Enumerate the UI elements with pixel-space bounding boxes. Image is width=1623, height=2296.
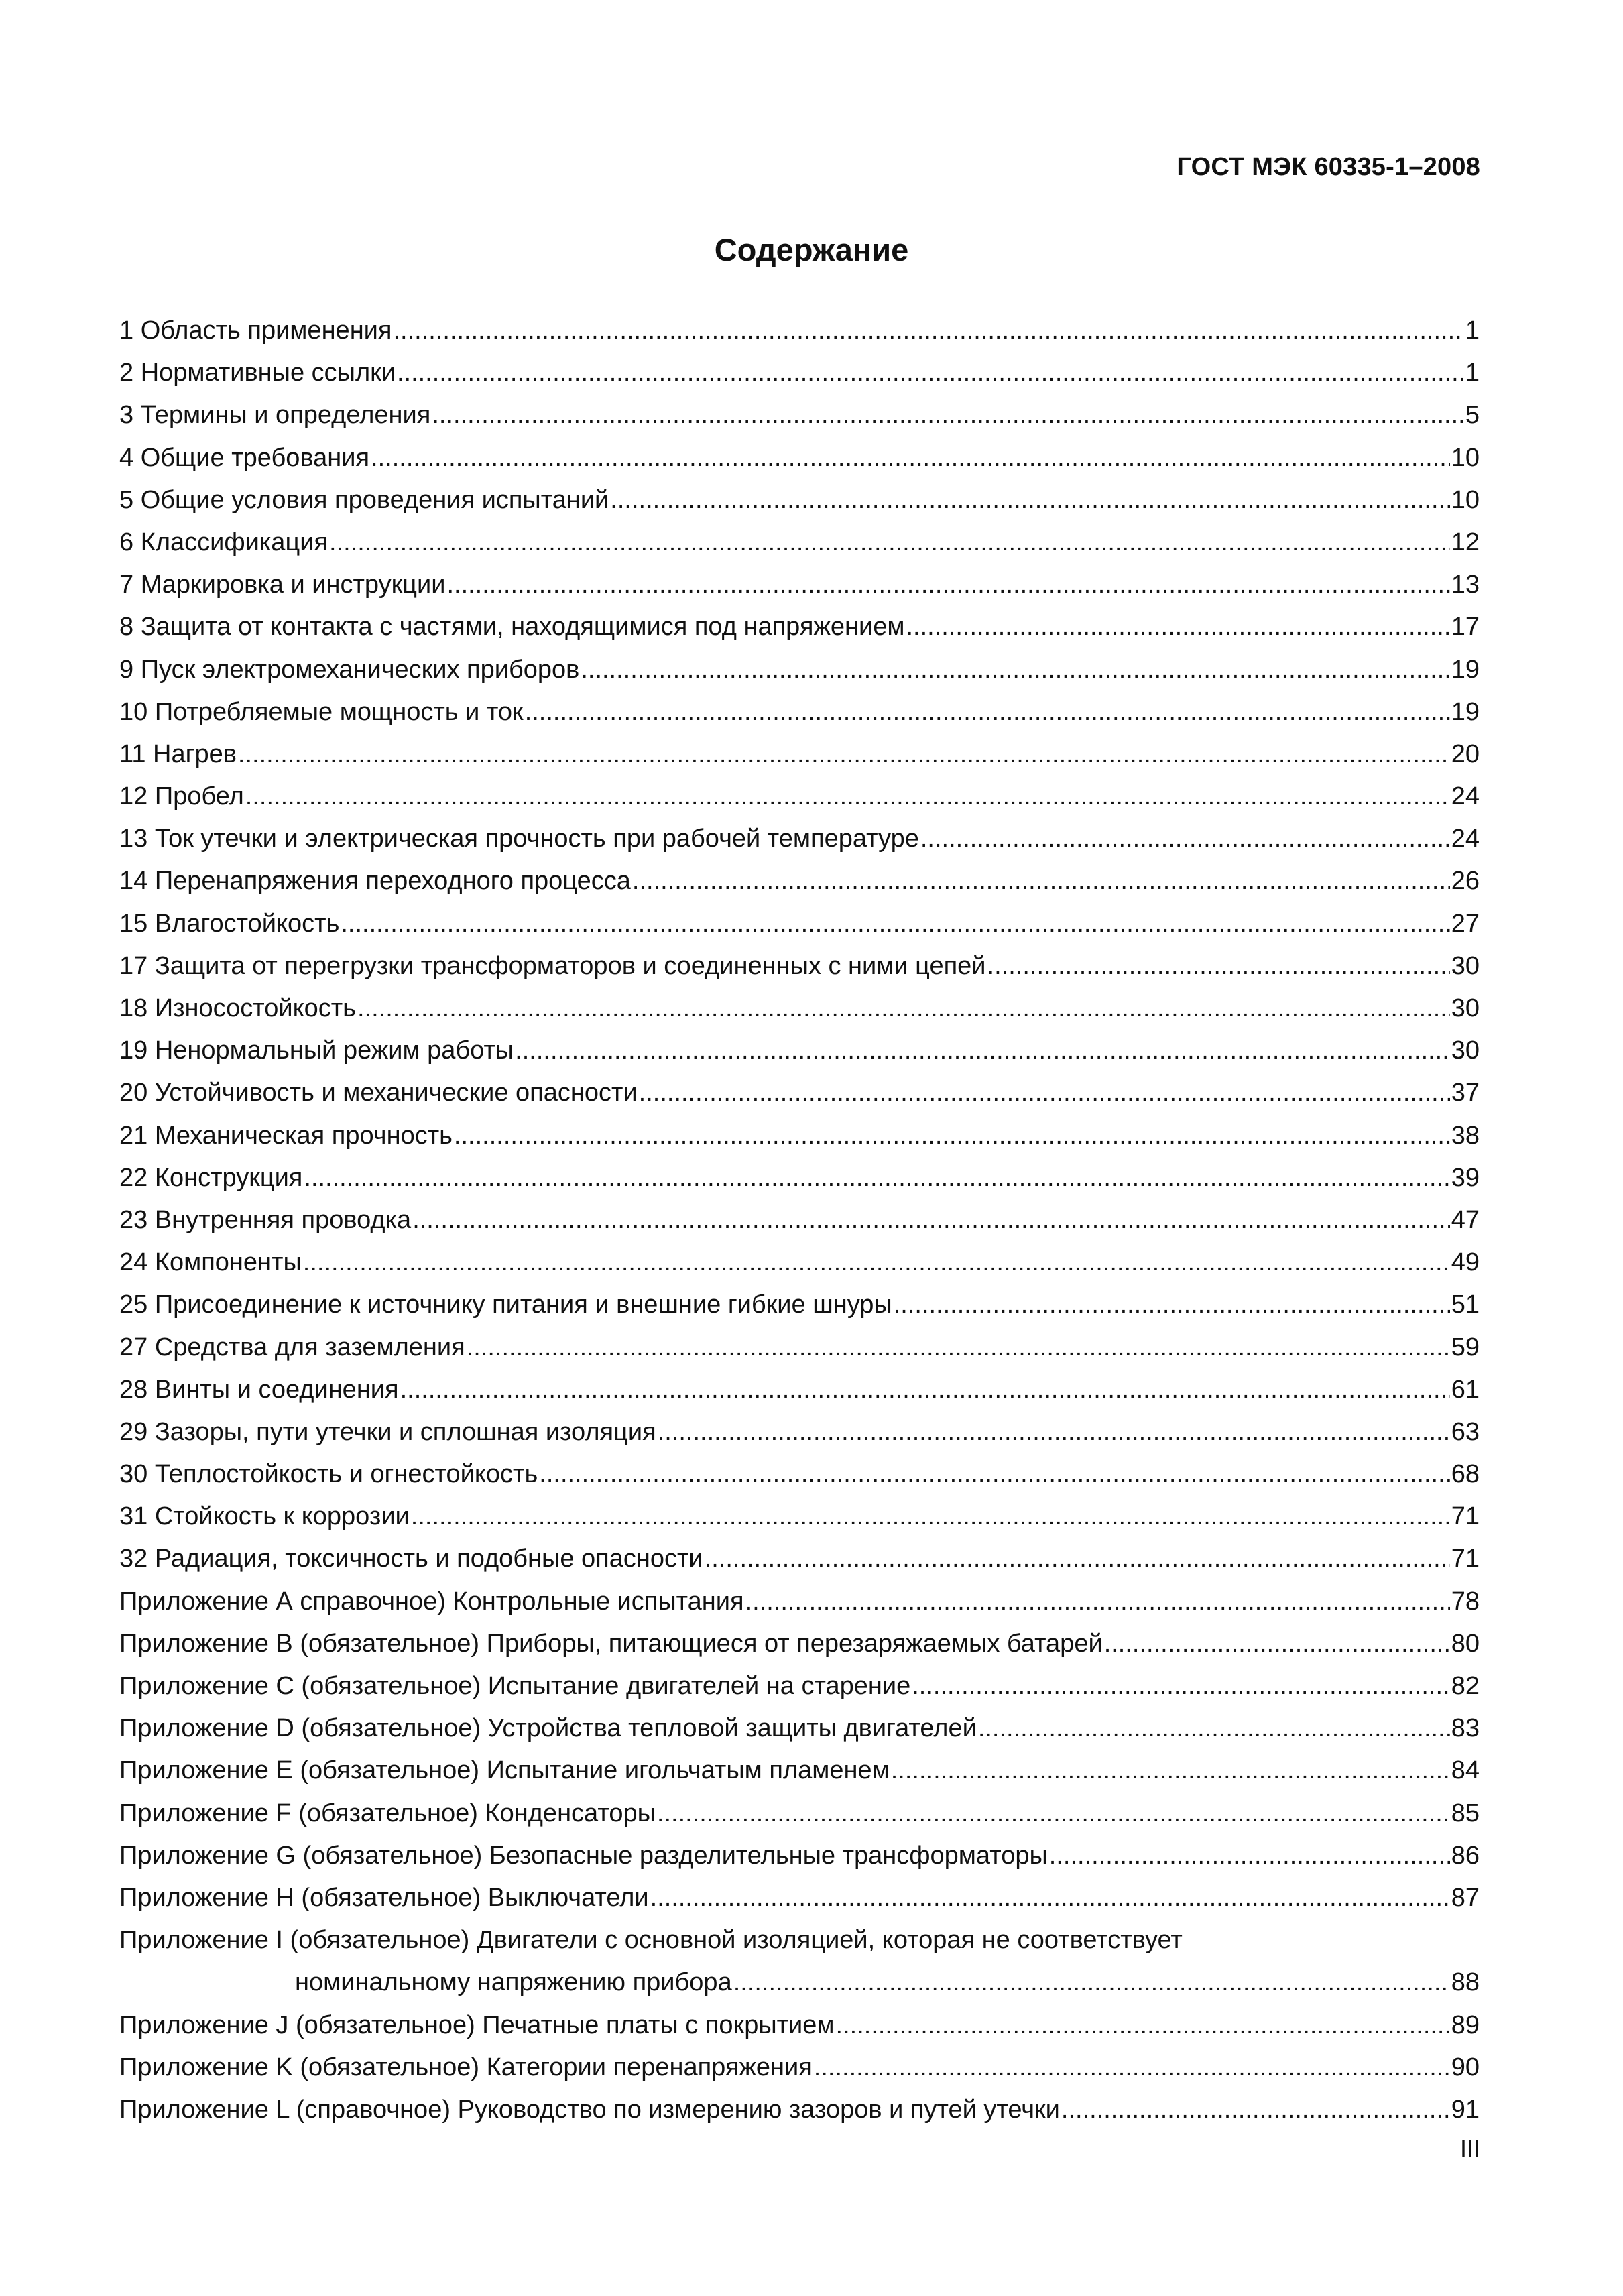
table-of-contents — [119, 310, 1480, 2131]
toc-entry-label: 1 Область применения — [119, 316, 392, 345]
toc-entry-label: 12 Пробел — [119, 782, 244, 811]
toc-entry-label: 6 Классификация — [119, 528, 328, 556]
toc-leader-dots — [657, 1793, 1450, 1835]
toc-entry[interactable] — [119, 1835, 1480, 1877]
toc-entry[interactable] — [119, 1665, 1480, 1707]
toc-entry-label: 19 Ненормальный режим работы — [119, 1036, 514, 1065]
toc-entry-label: Приложение F (обязательное) Конденсаторы — [119, 1799, 656, 1827]
toc-entry-label: 5 Общие условия проведения испытаний — [119, 485, 609, 514]
toc-leader-dots — [467, 1327, 1450, 1369]
toc-entry[interactable] — [119, 1199, 1480, 1242]
toc-entry-label: Приложение А справочное) Контрольные испытания — [119, 1587, 744, 1616]
toc-leader-dots — [705, 1538, 1450, 1580]
toc-entry-page: 19 — [1451, 697, 1480, 726]
toc-entry-page: 30 — [1451, 951, 1480, 980]
toc-leader-dots — [329, 522, 1450, 564]
toc-entry-page: 51 — [1451, 1290, 1480, 1319]
toc-entry-label: Приложение Е (обязательное) Испытание игольчатым пламенем — [119, 1756, 890, 1785]
toc-entry-label: 29 Зазоры, пути утечки и сплошная изоляция — [119, 1417, 656, 1446]
toc-entry[interactable] — [119, 903, 1480, 945]
toc-entry-page: 13 — [1451, 570, 1480, 599]
toc-entry[interactable] — [119, 1284, 1480, 1326]
toc-entry-label: 17 Защита от перегрузки трансформаторов и соединенных с ними цепей — [119, 951, 986, 980]
toc-leader-dots — [920, 818, 1450, 860]
toc-entry[interactable] — [119, 1453, 1480, 1496]
toc-entry-page: 12 — [1451, 528, 1480, 556]
toc-entry-page: 24 — [1451, 825, 1480, 853]
toc-entry-label: 32 Радиация, токсичность и подобные опасности — [119, 1545, 703, 1573]
toc-entry[interactable] — [119, 564, 1480, 606]
toc-entry[interactable] — [119, 1581, 1480, 1623]
toc-entry-label: 27 Средства для заземления — [119, 1333, 465, 1362]
toc-leader-dots — [432, 394, 1464, 436]
toc-leader-dots — [581, 649, 1449, 691]
toc-entry[interactable] — [119, 310, 1480, 352]
toc-entry-label: 22 Конструкция — [119, 1163, 303, 1192]
toc-entry-page: 10 — [1451, 485, 1480, 514]
toc-leader-dots — [978, 1707, 1450, 1750]
toc-entry[interactable] — [119, 1030, 1480, 1072]
toc-entry[interactable] — [119, 522, 1480, 564]
toc-leader-dots — [891, 1750, 1450, 1792]
toc-leader-dots — [639, 1072, 1450, 1114]
toc-entry-page: 89 — [1451, 2010, 1480, 2039]
toc-entry-continuation-label: номинальному напряжению прибора — [295, 1968, 732, 1997]
toc-entry-page: 24 — [1451, 782, 1480, 811]
toc-leader-dots — [632, 860, 1450, 902]
toc-entry[interactable] — [119, 733, 1480, 776]
toc-leader-dots — [400, 1369, 1450, 1411]
toc-entry-page: 85 — [1451, 1799, 1480, 1827]
document-code-header: ГОСТ МЭК 60335-1–2008 — [1177, 153, 1480, 181]
toc-leader-dots — [446, 564, 1449, 606]
toc-entry-page: 19 — [1451, 655, 1480, 684]
toc-leader-dots — [658, 1411, 1450, 1453]
toc-leader-dots — [245, 776, 1450, 818]
toc-entry[interactable] — [119, 945, 1480, 987]
toc-entry-label: 18 Износостойкость — [119, 994, 356, 1022]
toc-entry-label: 30 Теплостойкость и огнестойкость — [119, 1460, 538, 1489]
toc-entry[interactable] — [119, 691, 1480, 733]
toc-leader-dots — [454, 1115, 1450, 1157]
toc-entry[interactable] — [119, 1242, 1480, 1284]
toc-entry-page: 87 — [1451, 1883, 1480, 1912]
toc-entry-label: 21 Механическая прочность — [119, 1121, 453, 1150]
toc-leader-dots — [411, 1496, 1450, 1538]
toc-entry-page: 86 — [1451, 1841, 1480, 1870]
toc-entry[interactable] — [119, 352, 1480, 394]
toc-entry-page: 80 — [1451, 1629, 1480, 1658]
toc-entry[interactable] — [119, 1707, 1480, 1750]
toc-entry-label: Приложение J (обязательное) Печатные платы с покрытием — [119, 2010, 835, 2039]
toc-entry[interactable] — [119, 1157, 1480, 1199]
toc-leader-dots — [412, 1199, 1450, 1242]
toc-entry-label: 20 Устойчивость и механические опасности — [119, 1079, 638, 1107]
toc-entry-page: 49 — [1451, 1248, 1480, 1277]
toc-entry-page: 71 — [1451, 1545, 1480, 1573]
toc-entry[interactable] — [119, 1793, 1480, 1835]
toc-leader-dots — [304, 1157, 1449, 1199]
toc-leader-dots — [303, 1242, 1450, 1284]
toc-entry[interactable] — [119, 860, 1480, 902]
toc-leader-dots — [357, 987, 1450, 1030]
toc-entry[interactable] — [119, 1877, 1480, 1919]
toc-entry-page: 1 — [1465, 316, 1480, 345]
toc-entry-label: 3 Термины и определения — [119, 401, 431, 430]
toc-leader-dots — [341, 903, 1449, 945]
toc-leader-dots — [1049, 1835, 1450, 1877]
toc-leader-dots — [836, 2004, 1450, 2047]
toc-entry-page: 5 — [1465, 401, 1480, 430]
toc-entry-page: 38 — [1451, 1121, 1480, 1150]
toc-entry[interactable] — [119, 1115, 1480, 1157]
toc-entry-page: 26 — [1451, 867, 1480, 896]
toc-entry-label: 23 Внутренняя проводка — [119, 1205, 412, 1234]
toc-entry[interactable] — [119, 1369, 1480, 1411]
toc-entry-page: 82 — [1451, 1672, 1480, 1700]
toc-entry-label: 8 Защита от контакта с частями, находящимися под напряжением — [119, 613, 905, 642]
toc-entry-label: 13 Ток утечки и электрическая прочность при рабочей температуре — [119, 825, 919, 853]
toc-entry-page: 27 — [1451, 909, 1480, 938]
toc-entry-page: 68 — [1451, 1460, 1480, 1489]
toc-entry-label: 10 Потребляемые мощность и ток — [119, 697, 524, 726]
toc-entry[interactable] — [119, 987, 1480, 1030]
toc-entry-page: 83 — [1451, 1714, 1480, 1743]
toc-entry-page: 59 — [1451, 1333, 1480, 1362]
toc-entry-page: 84 — [1451, 1756, 1480, 1785]
toc-entry-label: 24 Компоненты — [119, 1248, 302, 1277]
toc-entry[interactable] — [119, 2004, 1480, 2047]
toc-leader-dots — [238, 733, 1450, 776]
toc-entry[interactable] — [119, 1538, 1480, 1580]
toc-leader-dots — [650, 1877, 1450, 1919]
toc-leader-dots — [610, 479, 1449, 522]
toc-entry-page: 20 — [1451, 739, 1480, 768]
toc-entry[interactable] — [119, 1411, 1480, 1453]
toc-leader-dots — [371, 437, 1450, 479]
toc-entry-page: 30 — [1451, 1036, 1480, 1065]
toc-entry-page: 63 — [1451, 1417, 1480, 1446]
toc-leader-dots — [393, 310, 1463, 352]
toc-entry[interactable] — [119, 1750, 1480, 1792]
toc-entry-page: 91 — [1451, 2095, 1480, 2124]
toc-entry-label: 31 Стойкость к коррозии — [119, 1502, 410, 1531]
toc-entry-label: 4 Общие требования — [119, 443, 370, 472]
toc-entry[interactable] — [119, 1623, 1480, 1665]
toc-leader-dots — [1104, 1623, 1450, 1665]
toc-entry-page: 61 — [1451, 1375, 1480, 1404]
toc-leader-dots — [745, 1581, 1450, 1623]
toc-entry-label: Приложение С (обязательное) Испытание двигателей на старение — [119, 1672, 911, 1700]
toc-entry-label: Приложение I (обязательное) Двигатели с основной изоляцией, которая не соответствует — [119, 1926, 1183, 1955]
toc-entry-label: 7 Маркировка и инструкции — [119, 570, 446, 599]
toc-entry-page: 88 — [1451, 1968, 1480, 1997]
toc-entry-page: 1 — [1465, 359, 1480, 387]
toc-entry-label: 14 Перенапряжения переходного процесса — [119, 867, 631, 896]
toc-leader-dots — [1061, 2089, 1450, 2131]
toc-entry[interactable] — [119, 818, 1480, 860]
toc-entry-label: Приложение L (справочное) Руководство по измерению зазоров и путей утечки — [119, 2095, 1060, 2124]
toc-leader-dots — [894, 1284, 1450, 1326]
page-number: III — [1459, 2135, 1480, 2163]
toc-leader-dots — [987, 945, 1450, 987]
toc-leader-dots — [912, 1665, 1450, 1707]
toc-entry-continuation[interactable] — [119, 1961, 1480, 2004]
toc-entry[interactable] — [119, 776, 1480, 818]
toc-entry-page: 37 — [1451, 1079, 1480, 1107]
toc-entry-page: 17 — [1451, 613, 1480, 642]
toc-entry[interactable] — [119, 2089, 1480, 2131]
toc-leader-dots — [397, 352, 1464, 394]
toc-entry[interactable] — [119, 1327, 1480, 1369]
toc-entry-page: 90 — [1451, 2053, 1480, 2081]
toc-entry-page: 10 — [1451, 443, 1480, 472]
toc-entry[interactable] — [119, 649, 1480, 691]
toc-entry-label: Приложение Н (обязательное) Выключатели — [119, 1883, 649, 1912]
toc-entry[interactable] — [119, 2047, 1480, 2089]
toc-entry[interactable] — [119, 1072, 1480, 1114]
toc-leader-dots — [525, 691, 1450, 733]
toc-entry-label: Приложение D (обязательное) Устройства тепловой защиты двигателей — [119, 1714, 977, 1743]
toc-entry-label: 25 Присоединение к источнику питания и внешние гибкие шнуры — [119, 1290, 892, 1319]
toc-entry-label: 28 Винты и соединения — [119, 1375, 399, 1404]
toc-entry[interactable] — [119, 394, 1480, 436]
toc-entry-label: 15 Влагостойкость — [119, 909, 340, 938]
toc-entry-label: Приложение K (обязательное) Категории перенапряжения — [119, 2053, 813, 2081]
toc-leader-dots — [539, 1453, 1449, 1496]
toc-leader-dots — [814, 2047, 1450, 2089]
toc-leader-dots — [515, 1030, 1450, 1072]
toc-leader-dots — [733, 1961, 1450, 2004]
toc-entry-label: 9 Пуск электромеханических приборов — [119, 655, 580, 684]
toc-entry-page: 78 — [1451, 1587, 1480, 1616]
toc-entry-label: 11 Нагрев — [119, 739, 237, 768]
toc-entry-page: 71 — [1451, 1502, 1480, 1531]
toc-leader-dots — [906, 606, 1449, 648]
toc-entry[interactable] — [119, 437, 1480, 479]
toc-entry[interactable] — [119, 479, 1480, 522]
toc-entry-page: 30 — [1451, 994, 1480, 1022]
toc-entry[interactable] — [119, 1919, 1480, 1961]
toc-entry-page: 47 — [1451, 1205, 1480, 1234]
toc-entry-page: 39 — [1451, 1163, 1480, 1192]
page-title: Содержание — [714, 232, 909, 267]
toc-entry-label: Приложение G (обязательное) Безопасные разделительные трансформаторы — [119, 1841, 1048, 1870]
toc-entry-label: Приложение В (обязательное) Приборы, питающиеся от перезаряжаемых батарей — [119, 1629, 1103, 1658]
toc-entry[interactable] — [119, 1496, 1480, 1538]
toc-entry[interactable] — [119, 606, 1480, 648]
toc-entry-label: 2 Нормативные ссылки — [119, 359, 396, 387]
